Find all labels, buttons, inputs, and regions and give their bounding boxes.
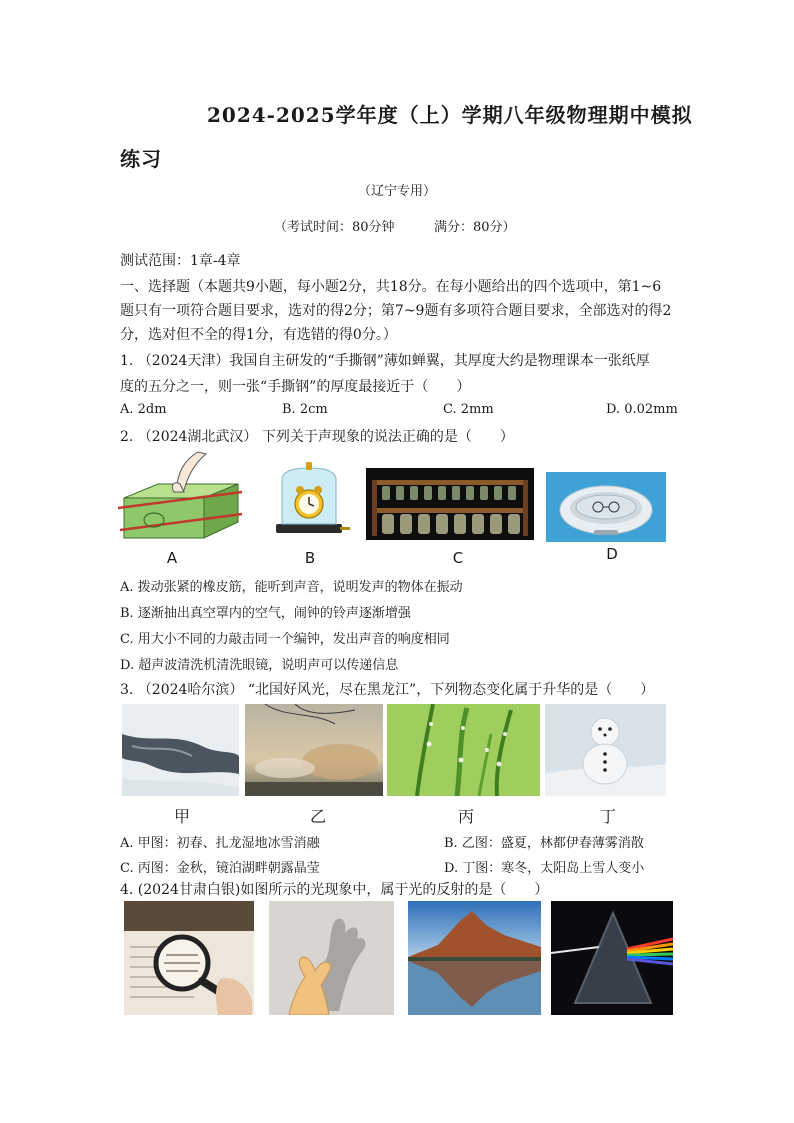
melting-snow-wetland-photo [122,704,239,796]
q3-stem: 3. （2024哈尔滨） “北国好风光，尽在黑龙江”，下列物态变化属于升华的是（ ） [120,682,655,698]
ultrasonic-cleaner-photo [546,472,666,542]
q4-stem: 4. (2024甘肃白银)如图所示的光现象中，属于光的反射的是（ ） [120,882,549,898]
q2-image-label-a: A [166,549,178,567]
rubber-band-box-illustration [118,450,244,542]
bell-jar-alarm-clock-illustration [268,458,350,540]
q3-image-label-yi: 乙 [309,807,326,826]
q3-image-label-bing: 丙 [457,807,474,826]
exam-title-continued: 练习 [120,147,162,171]
q1-option-d: D. 0.02mm [606,402,678,417]
edition-note: （辽宁专用） [357,184,436,199]
q3-image-label-jia: 甲 [173,807,190,826]
morning-dew-grass-photo [387,704,540,796]
section-instructions-2: 题只有一项符合题目要求，选对的得2分；第7~9题有多项符合题目要求，全部选对的得2 [120,303,672,319]
q2-option-a: A. 拨动张紧的橡皮筋，能听到声音，说明发声的物体在振动 [120,580,463,595]
q3-option-d: D. 丁图：寒冬，太阳岛上雪人变小 [444,861,645,876]
snowman-photo [545,704,666,796]
q3-option-c: C. 丙图：金秋，镜泊湖畔朝露晶莹 [120,861,320,876]
magnifying-glass-photo [124,901,254,1015]
exam-time: （考试时间：80分钟 [274,220,395,235]
q3-option-b: B. 乙图：盛夏，林都伊春薄雾消散 [444,836,644,851]
q1-option-b: B. 2cm [282,402,328,417]
q2-image-label-b: B [304,549,316,567]
section-instructions-3: 分，选对但不全的得1分，有选错的得0分。） [120,327,397,343]
full-score: 满分：80分） [434,220,516,235]
exam-title: 2024-2025学年度（上）学期八年级物理期中模拟 [207,103,693,127]
q2-image-label-c: C [452,549,464,567]
mountain-reflection-photo [408,901,541,1015]
q3-option-a: A. 甲图：初春、扎龙湿地冰雪消融 [120,836,320,851]
section-instructions-1: 一、选择题（本题共9小题，每小题2分，共18分。在每小题给出的四个选项中，第1~6 [120,279,662,295]
q2-option-d: D. 超声波清洗机清洗眼镜，说明声可以传递信息 [120,658,399,673]
q2-image-label-d: D [606,545,618,563]
q1-option-c: C. 2mm [443,402,494,417]
hand-shadow-photo [269,901,394,1015]
prism-dispersion-photo [551,901,673,1015]
q1-option-a: A. 2dm [120,402,167,417]
q2-stem: 2. （2024湖北武汉） 下列关于声现象的说法正确的是（ ） [120,429,514,445]
q3-image-label-ding: 丁 [599,807,616,826]
q1-stem-line2: 度的五分之一，则一张“手撕钢”的厚度最接近于（ ） [120,379,471,395]
test-scope: 测试范围：1章-4章 [120,253,241,269]
q2-option-b: B. 逐渐抽出真空罩内的空气，闹钟的铃声逐渐增强 [120,606,411,621]
q1-stem-line1: 1. （2024天津）我国自主研发的“手撕钢”薄如蝉翼，其厚度大约是物理课本一张纸厚 [120,353,650,369]
misty-forest-photo [245,704,383,796]
bianzhong-bells-photo [366,468,534,540]
q2-option-c: C. 用大小不同的力敲击同一个编钟，发出声音的响度相同 [120,632,450,647]
